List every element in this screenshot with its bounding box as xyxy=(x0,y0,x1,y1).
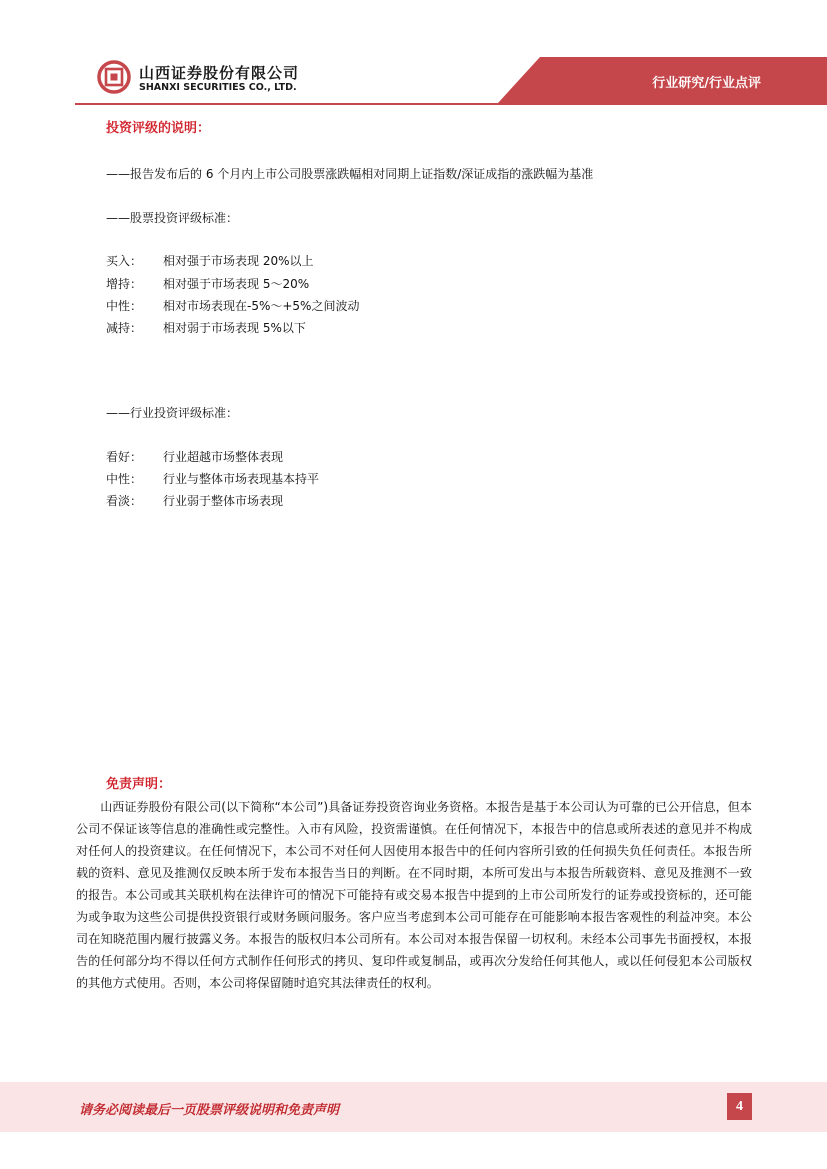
footer-notice: 请务必阅读最后一页股票评级说明和免责声明 xyxy=(79,1103,340,1118)
industry-rating-desc: 行业与整体市场表现基本持平 xyxy=(163,472,320,486)
stock-rating-desc: 相对市场表现在-5%～+5%之间波动 xyxy=(163,299,360,313)
report-category: 行业研究/行业点评 xyxy=(652,76,761,91)
company-name-en: SHANXI SECURITIES CO., LTD. xyxy=(139,82,297,93)
industry-rating-heading: ——行业投资评级标准： xyxy=(106,406,239,420)
stock-rating-label: 增持： xyxy=(106,277,143,291)
industry-rating-label: 看好： xyxy=(106,450,143,464)
stock-rating-desc: 相对强于市场表现 5～20% xyxy=(163,277,310,291)
stock-rating-heading: ——股票投资评级标准： xyxy=(106,211,239,225)
stock-rating-desc: 相对强于市场表现 20%以上 xyxy=(163,254,314,268)
industry-rating-desc: 行业弱于整体市场表现 xyxy=(163,494,284,508)
rating-basis-text: ——报告发布后的 6 个月内上市公司股票涨跌幅相对同期上证指数/深证成指的涨跌幅为基准 xyxy=(106,167,594,181)
stock-rating-desc: 相对弱于市场表现 5%以下 xyxy=(163,321,306,335)
industry-rating-label: 看淡： xyxy=(106,494,143,508)
page-header xyxy=(0,0,827,110)
disclaimer-title: 免责声明： xyxy=(106,777,172,792)
industry-rating-desc: 行业超越市场整体表现 xyxy=(163,450,284,464)
stock-rating-label: 买入： xyxy=(106,254,143,268)
company-logo-icon xyxy=(97,60,131,94)
page-number: 4 xyxy=(727,1093,752,1120)
stock-rating-label: 减持： xyxy=(106,321,143,335)
industry-rating-label: 中性： xyxy=(106,472,143,486)
disclaimer-body: 山西证券股份有限公司(以下简称“本公司”)具备证券投资咨询业务资格。本报告是基于本公司认为可靠的已公开信息，但本公司不保证该等信息的准确性或完整性。入市有风险，投资需谨慎。在任何情况下，本报告中的信息或所表述的意见并不构成对任何人的投资建议。在任何情况下，本公司不对任何人因使用本报告中的任何内容所引致的任何损失负任何责任。本报告所载的资料、意见及推测仅反映本所于发布本报告当日的判断。在不同时期，本所可发出与本报告所载资料、意见及推测不一致的报告。本公司或其关联机构在法律许可的情况下可能持有或交易本报告中提到的上市公司所发行的证券或投资标的，还可能为或争取为这些公司提供投资银行或财务顾问服务。客户应当考虑到本公司可能存在可能影响本报告客观性的利益冲突。本公司在知晓范围内履行披露义务。本报告的版权归本公司所有。本公司对本报告保留一切权利。未经本公司事先书面授权，本报告的任何部分均不得以任何方式制作任何形式的拷贝、复印件或复制品，或再次分发给任何其他人，或以任何侵犯本公司版权的其他方式使用。否则，本公司将保留随时追究其法律责任的权利。 xyxy=(76,800,752,990)
rating-explanation-title: 投资评级的说明： xyxy=(106,121,211,136)
stock-rating-label: 中性： xyxy=(106,299,143,313)
company-name-cn: 山西证券股份有限公司 xyxy=(139,64,300,82)
header-divider xyxy=(75,103,827,105)
